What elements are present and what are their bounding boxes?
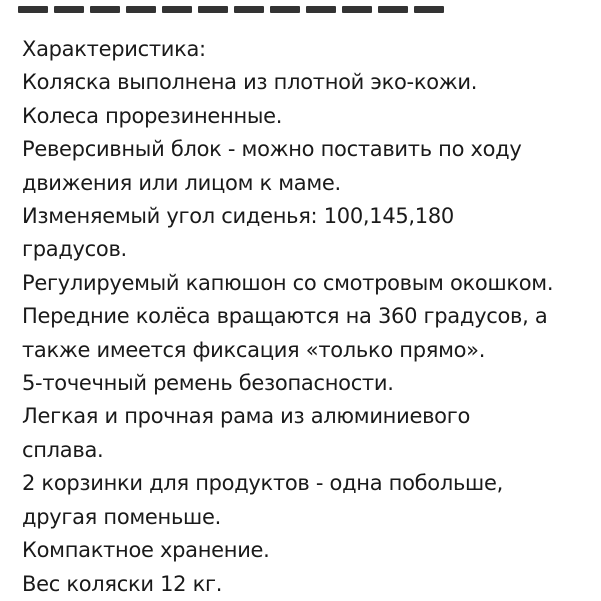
decorative-dashed-divider (18, 4, 444, 16)
divider-dash (414, 6, 444, 13)
divider-dash (306, 6, 336, 13)
description-line: Регулируемый капюшон со смотровым окошком. (22, 270, 554, 295)
description-line: Коляска выполнена из плотной эко-кожи. (22, 70, 478, 95)
divider-dash (270, 6, 300, 13)
description-line: 5-точечный ремень безопасности. (22, 371, 394, 396)
description-line: также имеется фиксация «только прямо». (22, 337, 486, 362)
description-line: градусов. (22, 237, 127, 262)
description-line: сплава. (22, 437, 104, 462)
description-line: Передние колёса вращаются на 360 градусов, а (22, 304, 548, 329)
description-line: Изменяемый угол сиденья: 100,145,180 (22, 204, 454, 229)
divider-dash (54, 6, 84, 13)
description-line: Компактное хранение. (22, 538, 270, 563)
divider-dash (198, 6, 228, 13)
description-line: другая поменьше. (22, 504, 221, 529)
product-description (22, 33, 587, 601)
description-line: 2 корзинки для продуктов - одна побольше, (22, 471, 503, 496)
divider-dash (378, 6, 408, 13)
description-line: движения или лицом к маме. (22, 170, 341, 195)
divider-dash (342, 6, 372, 13)
description-line: Вес коляски 12 кг. (22, 571, 223, 596)
divider-dash (18, 6, 48, 13)
description-line: Реверсивный блок - можно поставить по ходу (22, 137, 522, 162)
divider-dash (234, 6, 264, 13)
description-line: Легкая и прочная рама из алюминиевого (22, 404, 470, 429)
divider-dash (126, 6, 156, 13)
description-line: Колеса прорезиненные. (22, 103, 283, 128)
divider-dash (162, 6, 192, 13)
divider-dash (90, 6, 120, 13)
section-heading: Характеристика: (22, 37, 206, 61)
